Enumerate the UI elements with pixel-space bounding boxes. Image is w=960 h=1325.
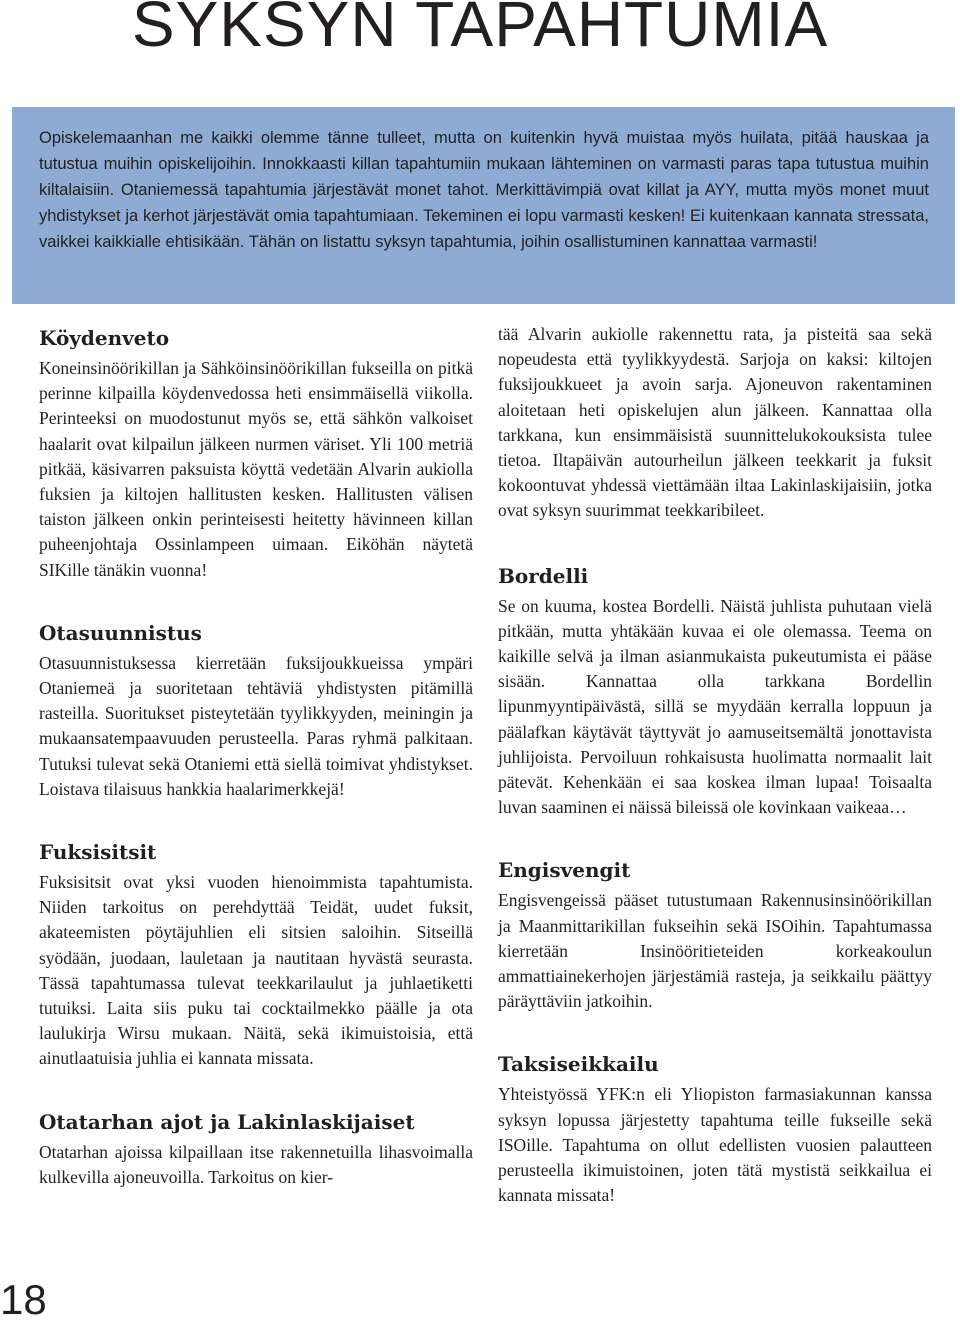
section-body: Fuksisitsit ovat yksi vuoden hienoimmista tapahtumista. Niiden tarkoitus on perehdyttää Teidät, uudet fuksit, akateemisten pöytäjuhlien eli sitsien saloihin. Sitseillä syödään, juodaan, lauletaan ja nautitaan hyvästä seurasta. Tässä tapahtumassa tulevat teekkarilaulut ja juhlaetiketti tutuiksi. Laita siis puku tai cocktailmekko päälle ja ota laulukirja Wirsu mukaan. Näitä, sekä ikimuistoisia, että ainutlaatuisia juhlia ei kannata missata.	[39, 872, 473, 1069]
intro-box	[12, 107, 955, 304]
section-body-continued: tää Alvarin aukiolle rakennettu rata, ja pisteitä saa sekä nopeudesta että tyylikkyydestä. Sarjoja on kaksi: kiltojen fuksijoukkueet ja avoin sarja. Ajoneuvon rakentaminen aloitetaan heti opiskelujen alun jälkeen. Kannattaa olla tarkkana, kun ensimmäisistä suunnittelukokouksista tulee tietoa. Iltapäivän autourheilun jälkeen teekkarit ja fuksit kokoontuvat yhdessä viettämään iltaa Lakinlaskijaisiin, jotka ovat syksyn suurimmat teekkaribileet.	[498, 324, 932, 521]
section-body-start: Otatarhan ajoissa kilpaillaan itse rakennetuilla lihasvoimalla kulkevilla ajoneuvoilla. Tarkoitus on kier-	[39, 1141, 473, 1187]
section-heading: Taksiseikkailu	[498, 1052, 659, 1077]
section-body: Engisvengeissä pääset tutustumaan Rakennusinsinöörikillan ja Maanmittarikillan fukseihin sekä ISOihin. Tapahtumassa kierretään Insinööritieteiden korkeakoulun ammattiainekerhojen järjestämiä rasteja, ja seikkailu päättyy päräyttäviin jatkoihin.	[498, 890, 932, 1012]
section-body: Yhteistyössä YFK:n eli Yliopiston farmasiakunnan kanssa syksyn lopussa järjestetty tapahtuma teille fukseille sekä ISOille. Tapahtuma on ollut edellisten vuosien palautteen perusteella ikimuistoinen, joten tätä mystistä seikkailua ei kannata missata!	[498, 1084, 932, 1206]
section-engisvengit	[498, 856, 932, 1014]
section-heading: Engisvengit	[498, 858, 631, 883]
section-taksiseikkailu	[498, 1050, 932, 1208]
section-otatarha-continued	[498, 322, 932, 524]
section-koydenveto	[39, 324, 473, 583]
section-body: Se on kuuma, kostea Bordelli. Näistä juhlista puhutaan vielä pitkään, mutta yhtäkään kuvaa ei ole olemassa. Teema on kaikille selvä ja ilman asianmukaista pukeutumista ei pääse sisään. Kannattaa olla tarkkana Bordellin lipunmyyntipäivästä, sillä se myydään kerralla loppuun ja päälafkan käytävät täyttyvät jo aamuseitsemältä jonottavista juhlijoista. Pervoiluun rohkaisusta huolimatta normaalit lait pätevät. Kehenkään ei saa koskea ilman lupaa! Toisaalta luvan saaminen ei näissä bileissä ole kovinkaan vaikeaa…	[498, 595, 932, 818]
section-heading: Otasuunnistus	[39, 620, 202, 645]
section-body: Koneinsinöörikillan ja Sähköinsinöörikillan fukseilla on pitkä perinne kilpailla köydenvedossa heti ensimmäisellä viikolla. Perinteeksi on muodostunut myös se, että sähkön valkoiset haalarit ovat kilpailun jälkeen nurmen väriset. Yli 100 metriä pitkää, käsivarren paksuista köyttä vedetään Alvarin aukiolla fuksien ja kiltojen hallitusten kesken. Hallitusten välisen taiston jälkeen onkin perinteisesti heitetty hävinneen killan puheenjohtaja Ossinlampeen uimaan. Eiköhän näytetä SIKille tänäkin vuonna!	[39, 358, 473, 580]
section-bordelli	[498, 562, 932, 821]
section-heading: Köydenveto	[39, 326, 170, 350]
intro-text: Opiskelemaanhan me kaikki olemme tänne tulleet, mutta on kuitenkin hyvä muistaa myös huilata, pitää hauskaa ja tutustua muihin opiskelijoihin. Innokkaasti killan tapahtumiin mukaan lähteminen on varmasti paras tapa tutustua muihin kiltalaisiin. Otaniemessä tapahtumia järjestävät monet tahot. Merkittävimpiä ovat killat ja AYY, mutta myös monet muut yhdistykset ja kerhot järjestävät omia tapahtumiaan. Tekeminen ei lopu varmasti kesken! Ei kuitenkaan kannata stressata, vaikkei kaikkialle ehtisikään. Tähän on listattu syksyn tapahtumia, joihin osallistuminen kannattaa varmasti!	[39, 129, 929, 251]
section-heading: Fuksisitsit	[39, 840, 157, 865]
left-column	[39, 322, 473, 1190]
page-number: 18	[0, 1276, 47, 1323]
section-otatarha	[39, 1108, 473, 1190]
section-body: Otasuunnistuksessa kierretään fuksijoukkueissa ympäri Otaniemeä ja suoritetaan tehtäviä yhdistysten pitämillä rasteilla. Suoritukset pisteytetään tyylikkyyden, meiningin ja mukaansatempaavuuden perusteella. Paras ryhmä palkitaan. Tutuksi tulevat sekä Otaniemi että siellä toimivat yhdistykset. Loistava tilaisuus hankkia haalarimerkkejä!	[39, 652, 473, 799]
right-column	[498, 322, 932, 1208]
section-heading: Otatarhan ajot ja Lakinlaskijaiset	[39, 1109, 415, 1134]
section-otasuunnistus	[39, 619, 473, 802]
section-fuksisitsit	[39, 838, 473, 1072]
page-title: SYKSYN TAPAHTUMIA	[131, 0, 829, 60]
section-heading: Bordelli	[498, 563, 589, 588]
